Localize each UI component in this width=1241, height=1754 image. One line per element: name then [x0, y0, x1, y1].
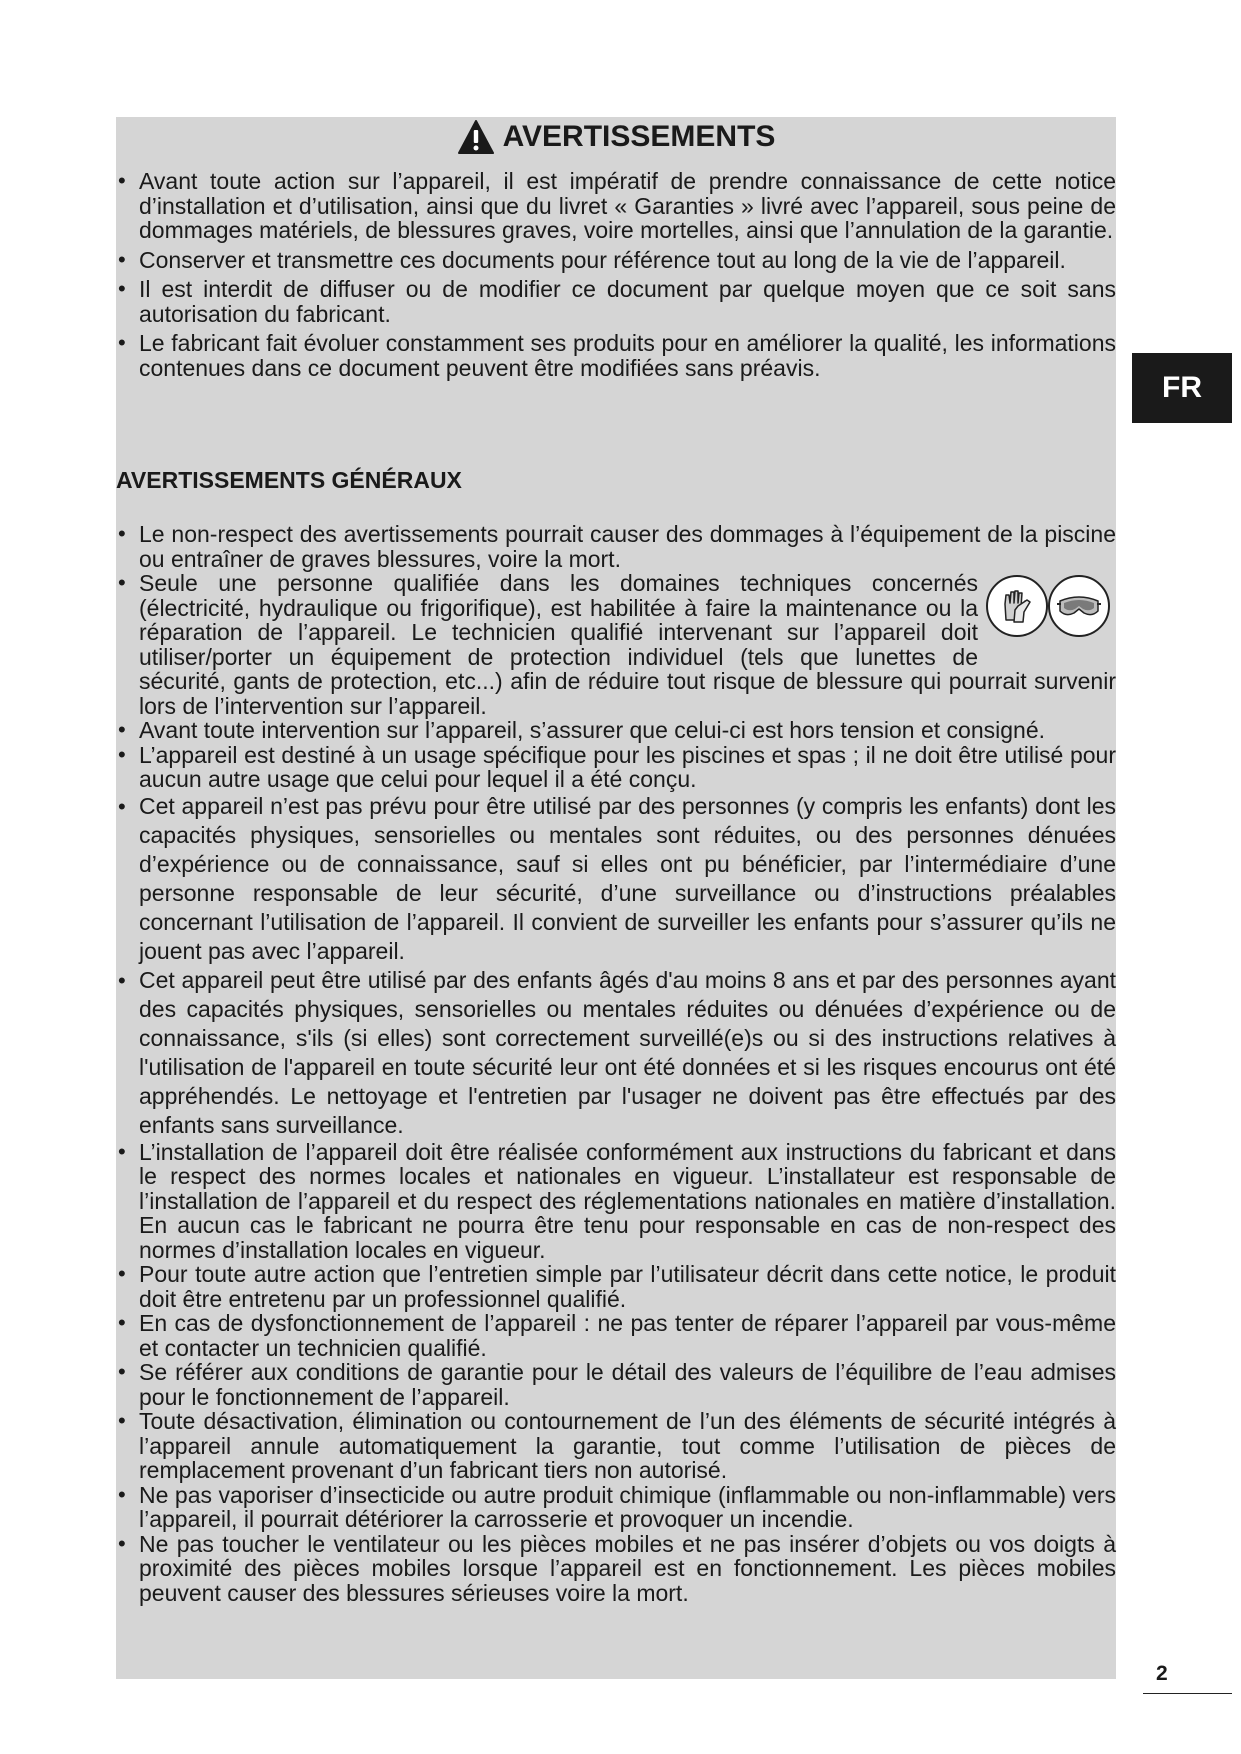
list-item: • Pour toute autre action que l’entretien simple par l’utilisateur décrit dans cette notice, le produit doit être entretenu par un professionnel qualifié.: [116, 1262, 1116, 1311]
list-item: • Il est interdit de diffuser ou de modifier ce document par quelque moyen que ce soit sans autorisation du fabricant.: [116, 277, 1116, 326]
list-item-text: Seule une personne qualifiée dans les domaines techniques concernés (électricité, hydraulique ou frigorifique), est habilitée à faire la maintenance ou la réparation de l’appareil. Le technicien qualifié intervenant sur l’appareil doit utiliser/porter un équipement de protection individuel (tels que lunettes de sécurité, gants de protection, etc...) afin de réduire tout risque de blessure qui pourrait survenir lors de l’intervention sur l’appareil.: [139, 570, 1116, 719]
general-warnings-list: [116, 522, 1116, 1605]
list-item: • Avant toute intervention sur l’appareil, s’assurer que celui-ci est hors tension et consigné.: [116, 718, 1116, 743]
list-item: • L’installation de l’appareil doit être réalisée conformément aux instructions du fabricant et dans le respect des normes locales et nationales en vigueur. L’installateur est responsable de l’installation de l’appareil et du respect des réglementations nationales en matière d’installation. En aucun cas le fabricant ne pourra être tenu pour responsable en cas de non-respect des normes d’installation locales en vigueur.: [116, 1140, 1116, 1263]
list-item: • Le fabricant fait évoluer constamment ses produits pour en améliorer la qualité, les informations contenues dans ce document peuvent être modifiées sans préavis.: [116, 331, 1116, 380]
page-title: [116, 117, 1116, 157]
list-item: • En cas de dysfonctionnement de l’appareil : ne pas tenter de réparer l’appareil par vous-même et contacter un technicien qualifié.: [116, 1311, 1116, 1360]
warnings-panel: [116, 117, 1116, 1679]
list-item: • Ne pas vaporiser d’insecticide ou autre produit chimique (inflammable ou non-inflammable) vers l’appareil, il pourrait détériorer la carrosserie et provoquer un incendie.: [116, 1483, 1116, 1532]
page-number-rule: [1143, 1693, 1232, 1694]
list-item-with-ppe: [116, 571, 1116, 718]
ppe-icons: [986, 575, 1116, 643]
list-item: • Le non-respect des avertissements pourrait causer des dommages à l’équipement de la piscine ou entraîner de graves blessures, voire la mort.: [116, 522, 1116, 571]
list-item: • Se référer aux conditions de garantie pour le détail des valeurs de l’équilibre de l’eau admises pour le fonctionnement de l’appareil.: [116, 1360, 1116, 1409]
list-item: • Cet appareil peut être utilisé par des enfants âgés d'au moins 8 ans et par des personnes ayant des capacités physiques, sensorielles ou mentales réduites ou dénuées d’expérience ou de connaissance, s'ils (si elles) sont correctement surveillé(e)s ou si des instructions relatives à l'utilisation de l'appareil en toute sécurité leur ont été données et si les risques encourus ont été appréhendés. Le nettoyage et l'entretien par l'usager ne doivent pas être effectués par des enfants sans surveillance.: [116, 966, 1116, 1140]
list-item: • L’appareil est destiné à un usage spécifique pour les piscines et spas ; il ne doit être utilisé pour aucun autre usage que celui pour lequel il a été conçu.: [116, 743, 1116, 792]
list-item: • Cet appareil n’est pas prévu pour être utilisé par des personnes (y compris les enfants) dont les capacités physiques, sensorielles ou mentales sont réduites, ou des personnes dénuées d’expérience ou de connaissance, sauf si elles ont pu bénéficier, par l’intermédiaire d’une personne responsable de leur sécurité, d’une surveillance ou d’instructions préalables concernant l’utilisation de l’appareil. Il convient de surveiller les enfants pour s’assurer qu’ils ne jouent pas avec l’appareil.: [116, 792, 1116, 966]
list-item: • Toute désactivation, élimination ou contournement de l’un des éléments de sécurité intégrés à l’appareil annule automatiquement la garantie, tout comme l’utilisation de pièces de remplacement provenant d’un fabricant tiers non autorisé.: [116, 1409, 1116, 1483]
list-item: • Ne pas toucher le ventilateur ou les pièces mobiles et ne pas insérer d’objets ou vos doigts à proximité des pièces mobiles lorsque l’appareil est en fonctionnement. Les pièces mobiles peuvent causer des blessures sérieuses voire la mort.: [116, 1532, 1116, 1606]
section-heading: AVERTISSEMENTS GÉNÉRAUX: [116, 467, 462, 493]
page-number: 2: [1156, 1662, 1168, 1685]
safety-goggles-icon: [1048, 575, 1110, 637]
gloves-icon: [986, 575, 1048, 637]
page-title-text: AVERTISSEMENTS: [502, 120, 776, 153]
warning-triangle-icon: [457, 119, 495, 155]
list-item: • Conserver et transmettre ces documents pour référence tout au long de la vie de l’appareil.: [116, 248, 1116, 273]
intro-list: [116, 169, 1116, 385]
list-item: • Avant toute action sur l’appareil, il est impératif de prendre connaissance de cette notice d’installation et d’utilisation, ainsi que du livret « Garanties » livré avec l’appareil, sous peine de dommages matériels, de blessures graves, voire mortelles, ainsi que l’annulation de la garantie.: [116, 169, 1116, 243]
language-tab[interactable]: FR: [1132, 353, 1232, 423]
